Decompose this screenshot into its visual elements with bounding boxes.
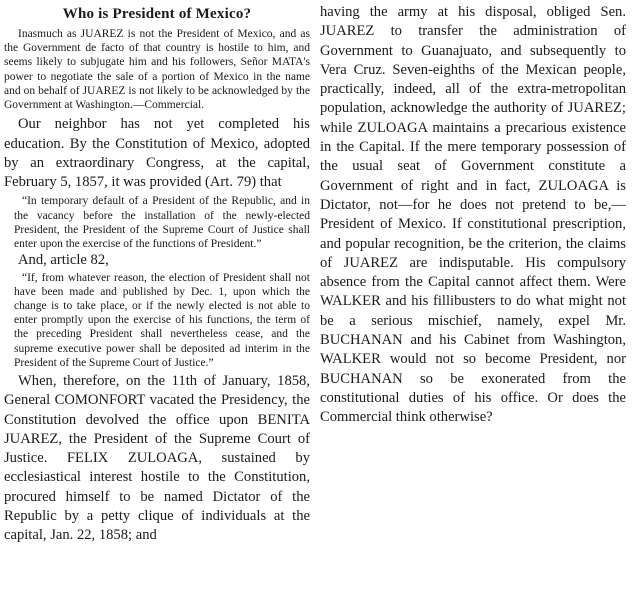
paragraph-2: When, therefore, on the 11th of January, 1858, General COMONFORT vacated the Presidency, the Constitution devolved the office upon BENITA JUAREZ, the President of the Supreme Court of Justice. FELIX ZULOAGA, sustained by ecclesiastical interest hostile to the Constitution, procured himself to be named Dictator of the Republic by a petty clique of individuals at the capital, Jan. 22, 1858; and: [4, 372, 310, 544]
right-column: [320, 0, 626, 428]
quote-article-79: “In temporary default of a President of the Republic, and in the vacancy before the installation of the newly-elected President, the President of the Supreme Court of Justice shall enter upon the exercise of the functions of President.”: [14, 195, 310, 251]
quote-article-82: “If, from whatever reason, the election of President shall not have been made and published by Dec. 1, upon which the change is to take place, or if the newly elected is not able to enter promptly upon the exercise of his functions, the term of the preceding President shall nevertheless cease, and the supreme executive power shall be deposited ad interim in the President of the Supreme Court of Justice.”: [14, 271, 310, 369]
paragraph-1: Our neighbor has not yet completed his education. By the Constitution of Mexico, adopted by an extraordinary Congress, at the capital, February 5, 1857, it was provided (Art. 79) that: [4, 116, 310, 191]
article-82-intro: And, article 82,: [18, 252, 109, 269]
left-column: [4, 0, 310, 546]
article-title: Who is President of Mexico?: [62, 6, 252, 22]
paragraph-3: having the army at his disposal, obliged Sen. JUAREZ to transfer the administration of Government to Guanajuato, and subsequently to Vera Cruz. Seven-eighths of the Mexican people, practically, indeed, all of the extra-metropolitan population, acknowledge the authority of JUAREZ; while ZULOAGA maintains a precarious existence in the Capital. If the mere temporary possession of the usual seat of Government constitute a Government of right and in fact, ZULOAGA is Dictator, not—for he does not pretend to be,—President of Mexico. If constitutional prescription, and popular recognition, be the criterion, the claims of JUAREZ are indisputable. His compulsory absence from the Capital cannot affect them. Were WALKER and his fillibusters to do what might not be a serious mischief, namely, expel Mr. BUCHANAN and his Cabinet from Washington, WALKER would not so become President, nor BUCHANAN so be exonerated from the constitutional duties of his office. Or does the Commercial think otherwise?: [320, 4, 626, 426]
intro-paragraph: Inasmuch as JUAREZ is not the President of Mexico, and as the Government de facto of that country is hostile to him, and seems likely to subjugate him and his followers, Señor MATA's power to negotiate the sale of a portion of Mexico in the name and on behalf of JUAREZ is not likely to be acknowledged by the Government at Washington.—Commercial.: [4, 28, 310, 112]
